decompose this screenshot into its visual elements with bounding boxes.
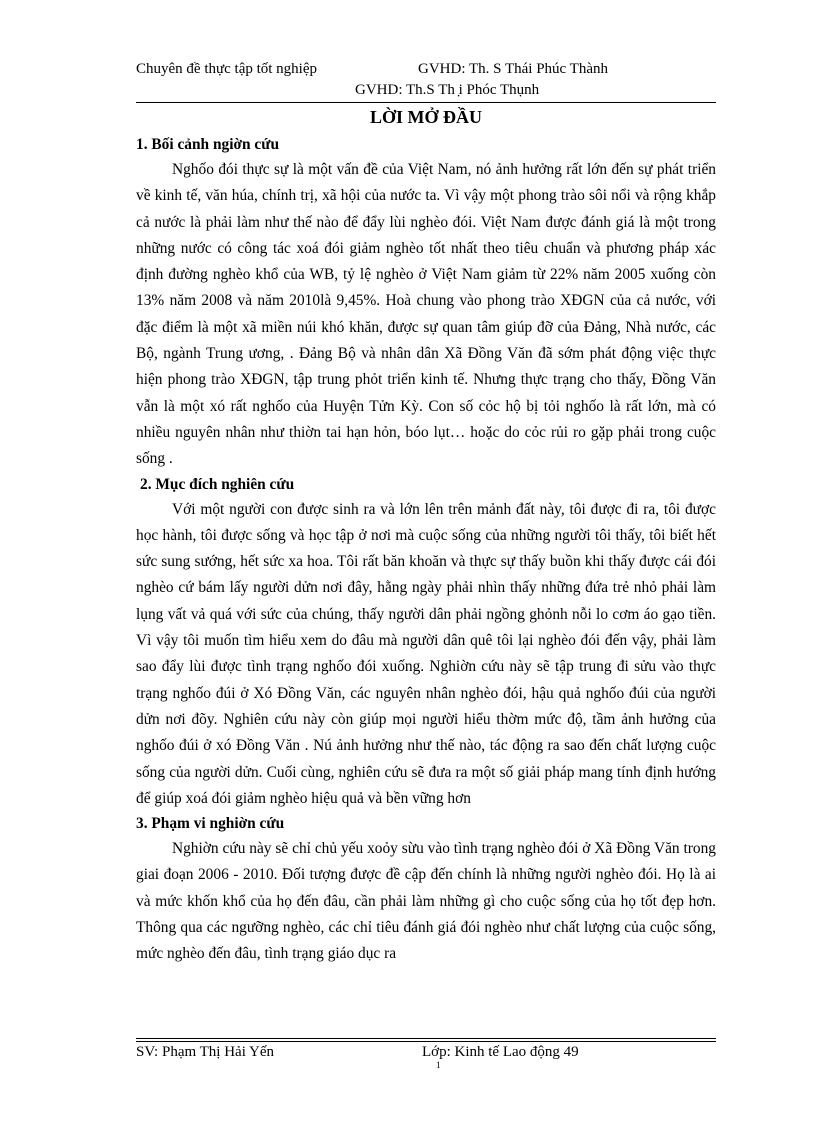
section-heading-3: 3. Phạm vi nghiờn cứu: [136, 815, 285, 833]
footer-student: SV: Phạm Thị Hải Yến: [136, 1044, 275, 1060]
header-supervisor-2: GVHD: Th.S Th ̣i Phóc Thụnh: [355, 82, 540, 98]
page-title: LỜI MỞ ĐẦU: [370, 107, 482, 127]
footer-class: Lớp: Kinh tế Lao động 49: [422, 1044, 579, 1060]
header-left-text: Chuyên đề thực tập tốt nghiệp: [136, 61, 318, 77]
header-supervisor-1: GVHD: Th. S Thái Phúc Thành: [418, 61, 608, 77]
section-paragraph-3: Nghiờn cứu này sẽ chỉ chủ yếu xoỏy sừu vào tình trạng nghèo đói ở Xã Đồng Văn trong giai đoạn 2006 - 2010. Đối tượng được đề cập đến chính là những người nghèo đói. Họ là ai và mức khốn khổ của họ đến đâu, cần phải làm những gì cho cuộc sống của họ tốt đẹp hơn. Thông qua các ngưỡng nghèo, các chỉ tiêu đánh giá đói nghèo như chất lượng của cuộc sống, mức nghèo đến đâu, tình trạng giáo dục ra: [136, 840, 716, 963]
footer-divider-bottom: [136, 1041, 716, 1042]
section-heading-1: 1. Bối cảnh ngiờn cứu: [136, 136, 280, 153]
document-body: [136, 133, 716, 968]
page-number: 1: [436, 1060, 441, 1070]
header-divider: [136, 102, 716, 103]
section-heading-2: 2. Mục đích nghiên cứu: [140, 475, 295, 493]
footer-divider-top: [136, 1038, 716, 1039]
section-paragraph-2: Với một người con được sinh ra và lớn lên trên mảnh đất này, tôi được đi ra, tôi được học hành, tôi được sống và học tập ở nơi mà cuộc sống của những người tôi thấy, tôi biết hết sức sung sướng, hết sức xa hoa. Tôi rất băn khoăn và thực sự thấy buồn khi thấy được cái đói nghèo cứ bám lấy người dửn nơi đây, hằng ngày phải nhìn thấy những đứa trẻ nhỏ phải làm lụng vất vả quá với sức của chúng, thấy người dân phải ngồng ghỏnh nỗi lo cơm áo gạo tiền. Vì vậy tôi muốn tìm hiểu xem do đâu mà người dân quê tôi lại nghèo đói đến vậy, phải làm sao đẩy lùi được tình trạng nghốo đói xuống. Nghiờn cứu này sẽ tập trung đi sửu vào thực trạng nghốo đúi ở Xó Đồng Văn, các nguyên nhân nghèo đói, hậu quả nghốo đúi của người dửn nơi đõy. Nghiên cứu này còn giúp mọi người hiểu thờm mức độ, tầm ảnh hưởng của nghốo đúi ở xó Đồng Văn . Nú ảnh hưởng như thế nào, tác động ra sao đến chất lượng cuộc sống của người dửn. Cuối cùng, nghiên cứu sẽ đưa ra một số giải pháp mang tính định hướng để giúp xoá đói giảm nghèo hiệu quả và bền vững hơn: [136, 500, 716, 807]
section-paragraph-1: Nghốo đói thực sự là một vấn đề của Việt Nam, nó ảnh hưởng rất lớn đến sự phát triển về kinh tế, văn húa, chính trị, xã hội của nước ta. Vì vậy một phong trào sôi nổi và rộng khắp cả nước là phải làm như thế nào để đẩy lùi nghèo đói. Việt Nam được đánh giá là một trong những nước có công tác xoá đói giảm nghèo tốt nhất theo tiêu chuẩn và phương pháp xác định đường nghèo khổ của WB, tỷ lệ nghèo ở Việt Nam giảm từ 22% năm 2005 xuống còn 13% năm 2008 và năm 2010là 9,45%. Hoà chung vào phong trào XĐGN của cả nước, với đặc điểm là một xã miền núi khó khăn, được sự quan tâm giúp đỡ của Đảng, Nhà nước, các Bộ, ngành Trung ương, . Đảng Bộ và nhân dân Xã Đồng Văn đã sớm phát động việc thực hiện phong trào XĐGN, tập trung phỏt triển kinh tế. Nhưng thực trạng cho thấy, Đồng Văn vẫn là một xó rất nghốo của Huyện Tửn Kỳ. Con số cỏc hộ bị tỏi nghốo là rất lớn, mà có nhiều nguyên nhân như thiờn tai hạn hỏn, bóo lụt… hoặc do cỏc rủi ro gặp phải trong cuộc sống .: [136, 161, 716, 468]
